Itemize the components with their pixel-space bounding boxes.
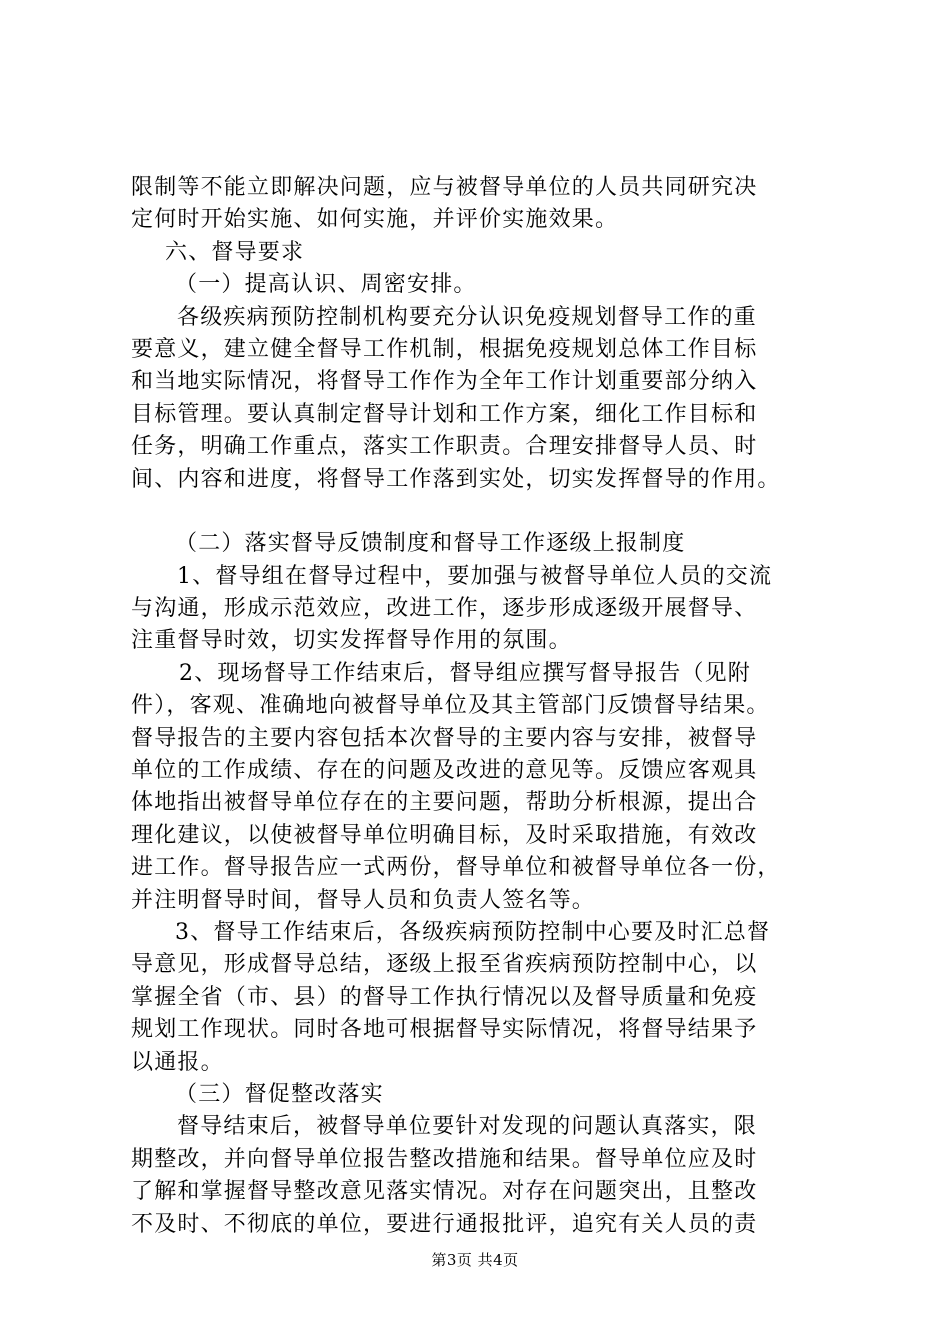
text-line: 了解和掌握督导整改意见落实情况。对存在问题突出，且整改	[131, 1179, 758, 1205]
text-line: 单位的工作成绩、存在的问题及改进的意见等。反馈应客观具	[131, 758, 758, 784]
text-line: 导意见，形成督导总结，逐级上报至省疾病预防控制中心，以	[131, 952, 758, 978]
text-line: 体地指出被督导单位存在的主要问题，帮助分析根源，提出合	[131, 790, 758, 816]
text-line: 以通报。	[131, 1049, 224, 1075]
text-line: 不及时、不彻底的单位，要进行通报批评，追究有关人员的责	[131, 1211, 758, 1237]
text-line: 理化建议，以使被督导单位明确目标，及时采取措施，有效改	[131, 822, 758, 848]
text-line: 件），客观、准确地向被督导单位及其主管部门反馈督导结果。	[131, 693, 770, 719]
text-line: 限制等不能立即解决问题，应与被督导单位的人员共同研究决	[131, 175, 758, 200]
text-line: 督导结束后，被督导单位要针对发现的问题认真落实，限	[177, 1114, 758, 1140]
blank-line	[131, 496, 839, 528]
text-line: 定何时开始实施、如何实施，并评价实施效果。	[131, 207, 619, 233]
text-line: 任务，明确工作重点，落实工作职责。合理安排督导人员、时	[131, 434, 758, 460]
text-line: 掌握全省（市、县）的督导工作执行情况以及督导质量和免疫	[131, 984, 758, 1010]
text-line: 要意义，建立健全督导工作机制，根据免疫规划总体工作目标	[131, 336, 758, 362]
text-line: 注重督导时效，切实发挥督导作用的氛围。	[131, 628, 572, 654]
text-line: 并注明督导时间，督导人员和负责人签名等。	[131, 887, 596, 913]
text-line: 与沟通，形成示范效应，改进工作，逐步形成逐级开展督导、	[131, 596, 758, 622]
text-line: 和当地实际情况，将督导工作作为全年工作计划重要部分纳入	[131, 369, 758, 395]
text-line: 期整改，并向督导单位报告整改措施和结果。督导单位应及时	[131, 1146, 758, 1172]
text-line: 六、督导要求	[165, 239, 305, 265]
text-line: 督导报告的主要内容包括本次督导的主要内容与安排，被督导	[131, 725, 758, 751]
text-line: 规划工作现状。同时各地可根据督导实际情况，将督导结果予	[131, 1017, 758, 1043]
page-footer: 第3页 共4页	[431, 1251, 519, 1269]
text-line: （二）落实督导反馈制度和督导工作逐级上报制度	[175, 531, 686, 557]
text-line: 进工作。督导报告应一式两份，督导单位和被督导单位各一份，	[131, 855, 781, 881]
text-line: 目标管理。要认真制定督导计划和工作方案，细化工作目标和	[131, 401, 758, 427]
text-line: 3、督导工作结束后，各级疾病预防控制中心要及时汇总督	[175, 919, 771, 945]
text-line: 1、督导组在督导过程中，要加强与被督导单位人员的交流	[177, 563, 773, 589]
document-body	[131, 172, 839, 1241]
text-line: （三）督促整改落实	[175, 1081, 384, 1107]
text-line: （一）提高认识、周密安排。	[175, 272, 477, 298]
text-line: 间、内容和进度，将督导工作落到实处，切实发挥督导的作用。	[131, 466, 781, 492]
text-line: 2、现场督导工作结束后，督导组应撰写督导报告（见附	[179, 660, 751, 686]
text-line: 各级疾病预防控制机构要充分认识免疫规划督导工作的重	[177, 304, 758, 330]
